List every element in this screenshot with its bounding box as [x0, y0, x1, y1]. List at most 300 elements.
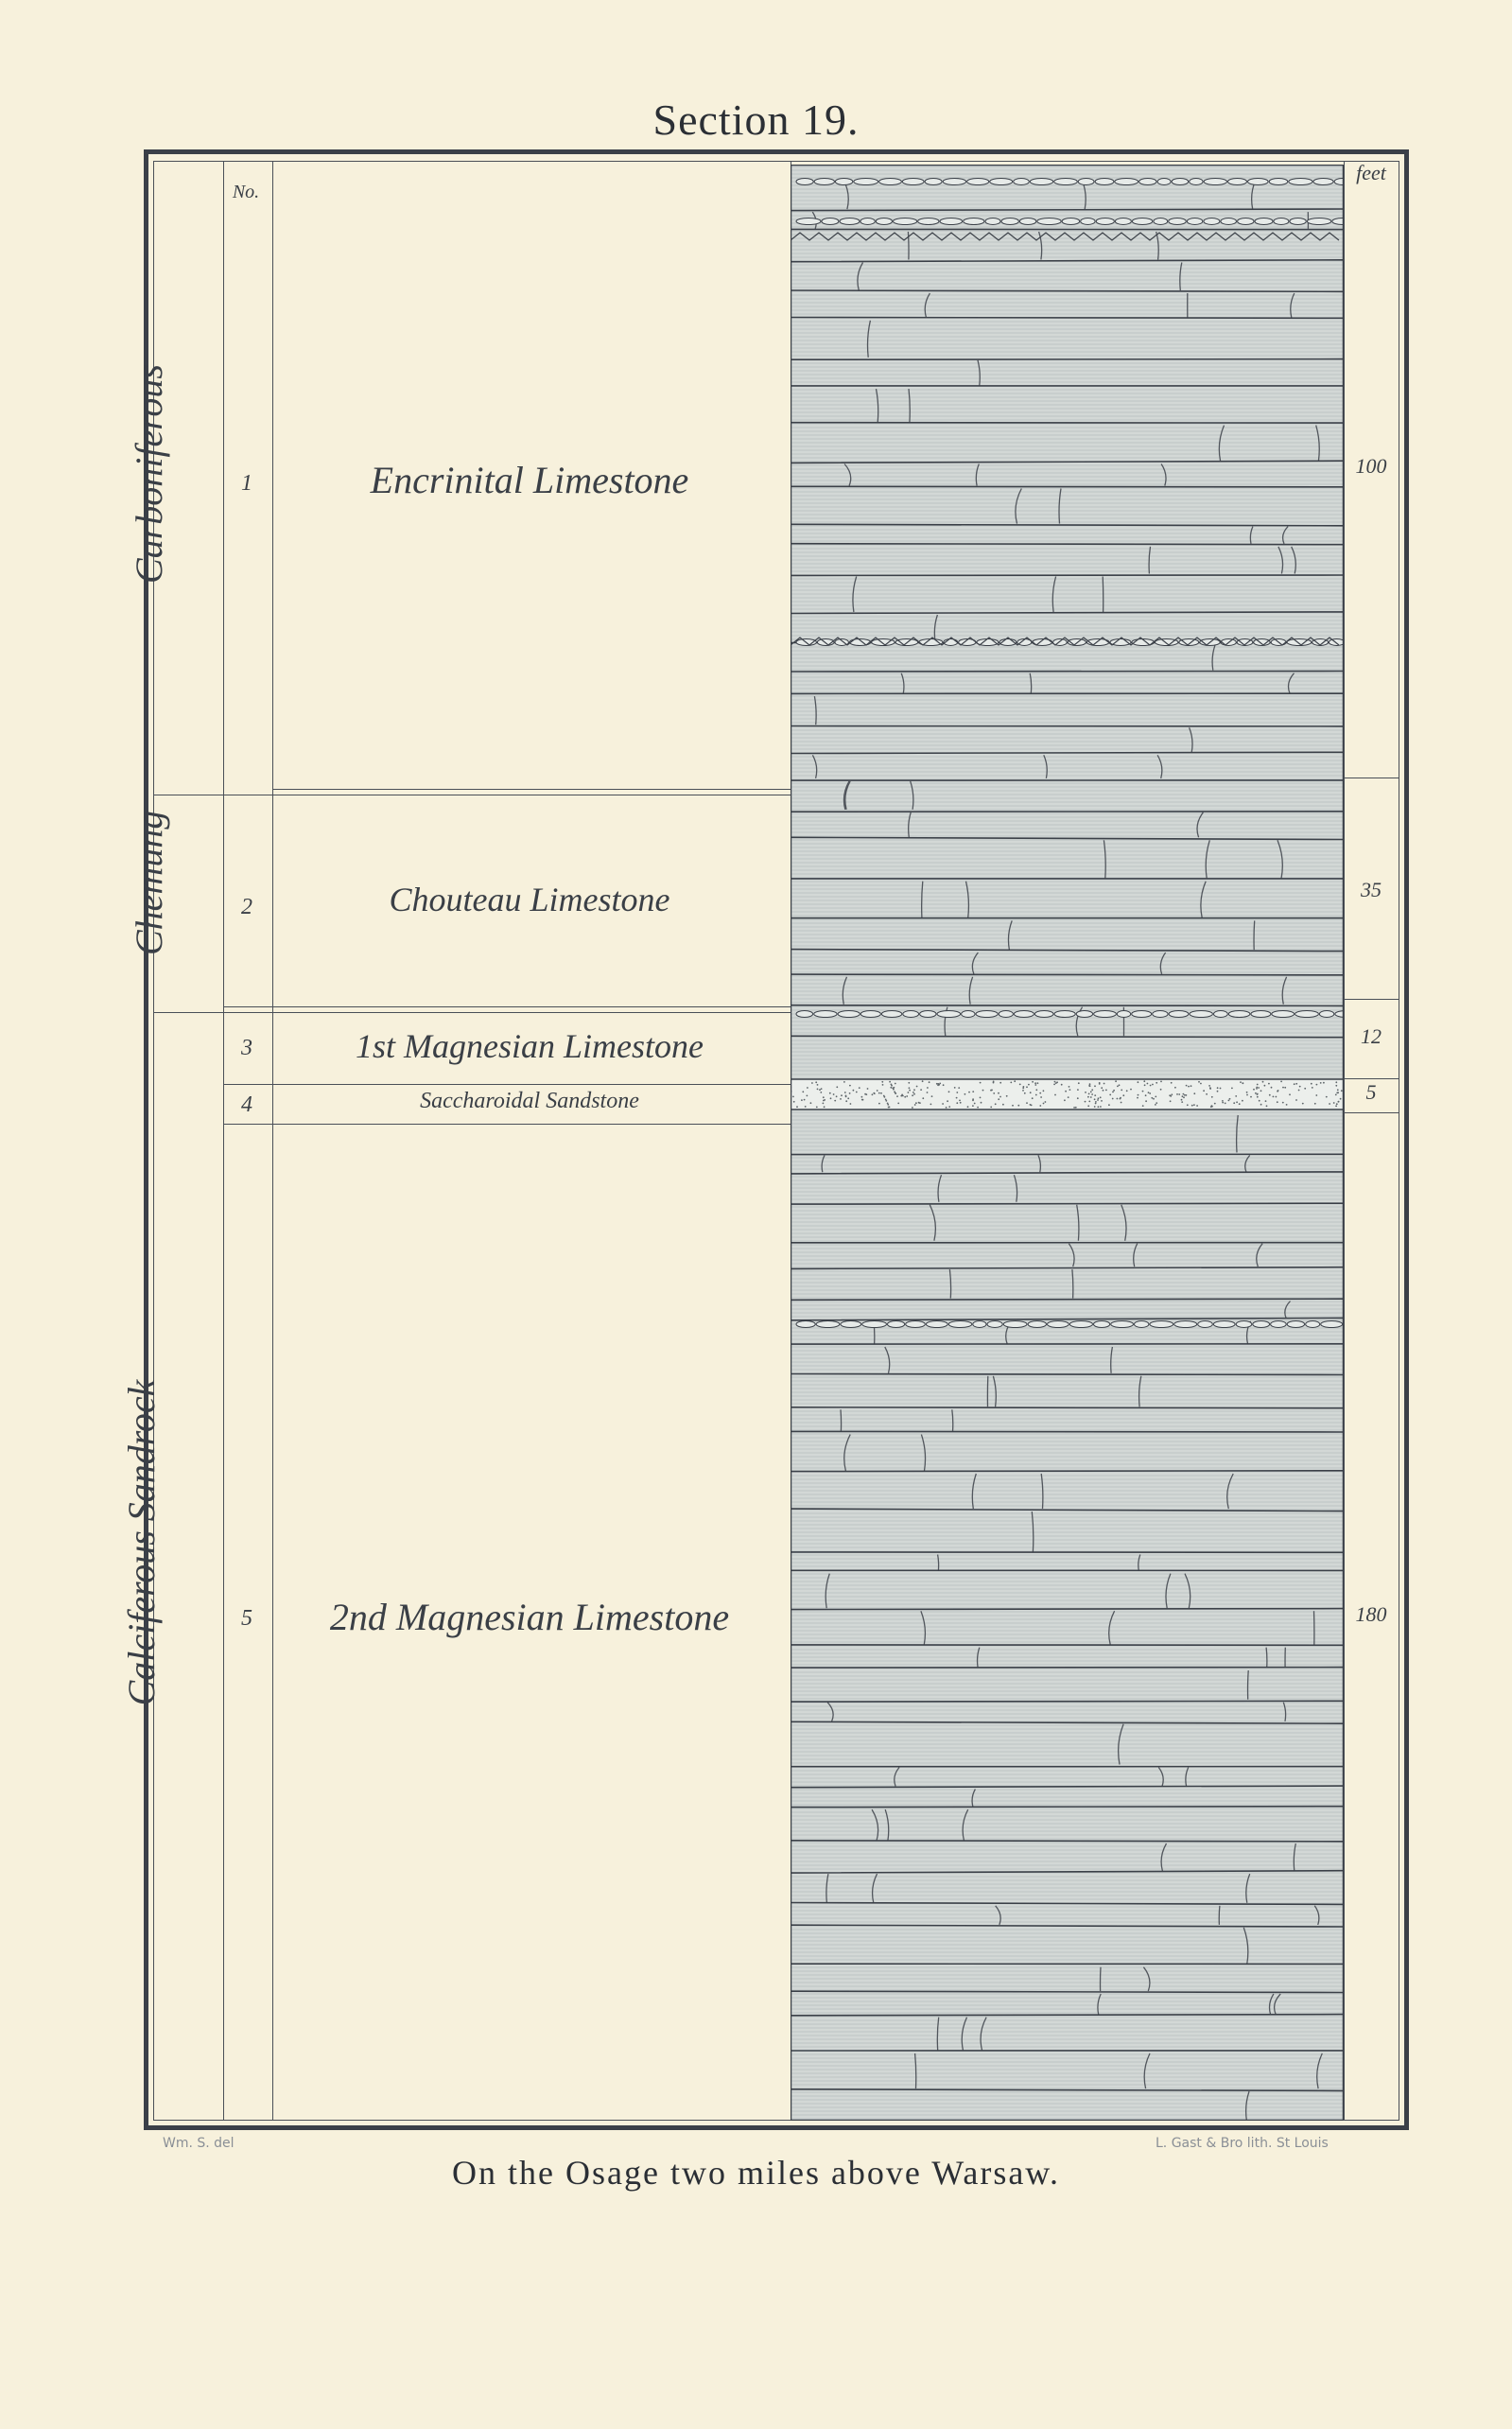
layer-number-1: 1	[241, 471, 252, 496]
chert-nodule	[1054, 1011, 1075, 1018]
sand-stipple	[890, 1087, 892, 1089]
layer-name-4: Saccharoidal Sandstone	[420, 1089, 639, 1113]
sand-stipple	[1104, 1083, 1105, 1085]
sand-stipple	[805, 1106, 807, 1108]
chert-nodule	[903, 1011, 919, 1018]
sand-stipple	[947, 1100, 948, 1102]
chert-nodule	[1062, 218, 1080, 225]
sand-stipple	[1077, 1089, 1079, 1091]
sand-stipple	[1090, 1096, 1092, 1098]
sand-stipple	[897, 1103, 899, 1105]
chert-nodule	[973, 1321, 986, 1328]
sand-stipple	[912, 1092, 914, 1093]
sand-stipple	[817, 1084, 819, 1086]
sand-stipple	[1228, 1100, 1230, 1102]
credit-draftsman: Wm. S. del	[163, 2136, 235, 2151]
sand-stipple	[1126, 1090, 1128, 1092]
sand-stipple	[867, 1088, 869, 1090]
chert-nodule	[1132, 218, 1152, 225]
chert-nodule	[918, 218, 939, 225]
sand-stipple	[1240, 1081, 1242, 1083]
sand-stipple	[1117, 1098, 1119, 1100]
sand-stipple	[1255, 1092, 1257, 1094]
sand-stipple	[1039, 1092, 1041, 1094]
sand-stipple	[844, 1092, 846, 1093]
sand-stipple	[1335, 1081, 1337, 1083]
sand-stipple	[1145, 1094, 1147, 1096]
chert-nodule	[990, 179, 1013, 185]
sand-stipple	[1014, 1080, 1016, 1082]
sand-stipple	[1176, 1093, 1178, 1095]
sand-stipple	[927, 1087, 929, 1089]
chert-nodule	[1069, 1321, 1092, 1328]
sand-stipple	[1170, 1100, 1172, 1102]
sand-stipple	[1145, 1100, 1147, 1102]
sand-stipple	[1095, 1101, 1097, 1103]
sand-stipple	[1186, 1085, 1188, 1087]
sand-stipple	[1181, 1101, 1183, 1103]
sand-stipple	[1253, 1089, 1255, 1091]
sand-stipple	[1098, 1106, 1100, 1108]
chert-nodule	[1030, 179, 1052, 185]
sand-stipple	[811, 1082, 813, 1084]
layer-thickness-2: 35	[1361, 878, 1382, 901]
sand-stipple	[843, 1081, 845, 1083]
sand-stipple	[965, 1093, 966, 1095]
sand-stipple	[824, 1099, 826, 1101]
chert-nodule	[888, 1321, 905, 1328]
sand-stipple	[1256, 1087, 1258, 1089]
sand-stipple	[845, 1095, 847, 1097]
sand-stipple	[847, 1097, 849, 1099]
sand-stipple	[1231, 1088, 1233, 1090]
sand-stipple	[894, 1087, 895, 1089]
sand-stipple	[841, 1094, 843, 1096]
sand-stipple	[1150, 1085, 1152, 1087]
sand-stipple	[1289, 1093, 1291, 1095]
sand-stipple	[1105, 1090, 1107, 1092]
sand-stipple	[1282, 1087, 1284, 1089]
chert-nodule	[1289, 179, 1312, 185]
sand-stipple	[920, 1089, 922, 1091]
chert-nodule	[1214, 1011, 1228, 1018]
sand-stipple	[1094, 1098, 1096, 1100]
sand-stipple	[1043, 1103, 1045, 1105]
sand-stipple	[1257, 1093, 1259, 1095]
sand-stipple	[1170, 1095, 1172, 1097]
sand-stipple	[1271, 1087, 1273, 1089]
sand-stipple	[1160, 1081, 1162, 1083]
sand-stipple	[1022, 1087, 1024, 1089]
sand-stipple	[1045, 1101, 1047, 1103]
chert-nodule	[1014, 179, 1030, 185]
sand-stipple	[948, 1091, 950, 1092]
era-column-divider	[223, 161, 224, 2121]
chert-nodule	[1274, 218, 1289, 225]
chert-nodule	[1321, 1321, 1343, 1328]
sand-stipple	[1266, 1105, 1268, 1107]
sand-stipple	[1148, 1092, 1150, 1093]
sand-stipple	[1002, 1104, 1004, 1106]
sand-stipple	[820, 1092, 822, 1093]
sand-stipple	[1039, 1105, 1041, 1107]
sand-stipple	[804, 1099, 806, 1101]
sand-stipple	[1188, 1086, 1190, 1088]
sand-stipple	[1333, 1102, 1335, 1104]
sand-stipple	[909, 1090, 911, 1092]
layer-divider-1	[272, 789, 791, 790]
sand-stipple	[1149, 1092, 1151, 1094]
sand-stipple	[861, 1096, 863, 1098]
sand-stipple	[942, 1103, 944, 1105]
sand-stipple	[1144, 1084, 1146, 1086]
chert-nodule	[1332, 218, 1344, 225]
sand-stipple	[993, 1092, 995, 1094]
chert-nodule	[987, 1321, 1002, 1328]
sand-stipple	[1335, 1094, 1337, 1096]
chert-nodule	[1169, 218, 1187, 225]
sand-stipple	[1087, 1096, 1089, 1098]
chert-nodule	[1271, 1321, 1287, 1328]
sand-stipple	[1183, 1096, 1185, 1098]
sand-stipple	[887, 1104, 889, 1106]
chert-nodule	[999, 1011, 1013, 1018]
sand-stipple	[864, 1093, 866, 1095]
layer-thickness-4: 5	[1365, 1080, 1377, 1104]
chert-nodule	[1028, 1321, 1046, 1328]
sand-stipple	[999, 1082, 1001, 1084]
sand-stipple	[1155, 1096, 1156, 1098]
sand-stipple	[1214, 1103, 1216, 1105]
sand-stipple	[972, 1105, 974, 1107]
sand-stipple	[1209, 1087, 1211, 1089]
sand-stipple	[1151, 1097, 1153, 1099]
sand-stipple	[1196, 1105, 1198, 1107]
sand-stipple	[1217, 1087, 1219, 1089]
sand-stipple	[1119, 1084, 1121, 1086]
sand-stipple	[1178, 1093, 1180, 1095]
sand-stipple	[956, 1102, 958, 1104]
layer-thickness-3: 12	[1361, 1024, 1382, 1048]
era-label-chemung: Chemung	[128, 810, 170, 955]
sand-stipple	[895, 1092, 896, 1094]
sand-stipple	[1094, 1106, 1096, 1108]
sand-stipple	[878, 1092, 880, 1094]
sand-stipple	[1138, 1094, 1139, 1096]
sand-stipple	[912, 1107, 913, 1109]
sand-stipple	[1187, 1104, 1189, 1106]
chert-nodule	[1190, 1011, 1212, 1018]
sand-stipple	[990, 1107, 992, 1109]
sand-stipple	[1115, 1080, 1117, 1082]
sand-stipple	[1053, 1084, 1055, 1086]
chert-nodule	[985, 218, 1000, 225]
sand-stipple	[1034, 1084, 1036, 1086]
sand-stipple	[1335, 1105, 1337, 1107]
sand-stipple	[1264, 1085, 1266, 1087]
section-title: Section 19.	[652, 96, 860, 144]
sand-stipple	[1109, 1094, 1111, 1096]
sand-stipple	[913, 1089, 915, 1091]
chert-nodule	[1094, 1321, 1110, 1328]
sand-stipple	[1091, 1093, 1093, 1095]
sand-stipple	[1338, 1101, 1340, 1103]
sand-stipple	[801, 1099, 803, 1101]
chert-nodule	[1248, 179, 1269, 185]
layer-divider-2-feet	[1344, 999, 1399, 1000]
sand-stipple	[896, 1095, 898, 1097]
sand-stipple	[1022, 1090, 1024, 1092]
sand-stipple	[823, 1096, 825, 1098]
chert-nodule	[1187, 218, 1202, 225]
sand-stipple	[1295, 1099, 1297, 1101]
sand-stipple	[872, 1093, 874, 1095]
chert-nodule	[1095, 179, 1114, 185]
sand-stipple	[1099, 1083, 1101, 1085]
sand-stipple	[1236, 1101, 1238, 1103]
sand-stipple	[816, 1107, 818, 1109]
sand-stipple	[1143, 1080, 1145, 1082]
chert-nodule	[840, 218, 860, 225]
sand-stipple	[1316, 1084, 1318, 1086]
chert-nodule	[1313, 179, 1333, 185]
sand-stipple	[1100, 1106, 1102, 1108]
chert-nodule	[964, 218, 984, 225]
sand-stipple	[1259, 1100, 1260, 1102]
sand-stipple	[1156, 1102, 1157, 1104]
sand-stipple	[802, 1091, 804, 1092]
sand-stipple	[909, 1087, 911, 1089]
chert-nodule	[967, 179, 989, 185]
sand-stipple	[1094, 1085, 1096, 1087]
sand-stipple	[1193, 1092, 1195, 1094]
sand-stipple	[895, 1083, 896, 1085]
sand-stipple	[1078, 1082, 1080, 1084]
sand-stipple	[1329, 1103, 1330, 1105]
sand-stipple	[1320, 1082, 1322, 1084]
chert-nodule	[1153, 1011, 1168, 1018]
sand-stipple	[850, 1103, 852, 1105]
sand-stipple	[819, 1089, 821, 1091]
sand-stipple	[998, 1092, 999, 1094]
sand-stipple	[904, 1096, 906, 1098]
chert-nodule	[1334, 179, 1344, 185]
sand-stipple	[993, 1082, 995, 1084]
chert-nodule	[1255, 218, 1273, 225]
number-column-header: No.	[232, 182, 260, 202]
sand-stipple	[937, 1083, 939, 1085]
sand-stipple	[1183, 1093, 1185, 1095]
sand-stipple	[1156, 1082, 1157, 1084]
sand-stipple	[1043, 1090, 1045, 1092]
chert-nodule	[1001, 218, 1018, 225]
sand-stipple	[1304, 1088, 1306, 1090]
sand-stipple	[1153, 1098, 1155, 1100]
sand-stipple	[888, 1107, 890, 1109]
sand-stipple	[1112, 1092, 1114, 1093]
chert-nodule	[862, 1321, 887, 1328]
sand-stipple	[1242, 1100, 1243, 1102]
chert-nodule	[1034, 1011, 1053, 1018]
sand-stipple	[1064, 1099, 1066, 1101]
layer-thickness-1: 100	[1355, 454, 1387, 478]
chert-nodule	[1003, 1321, 1027, 1328]
sand-stipple	[1098, 1097, 1100, 1099]
sand-stipple	[1222, 1102, 1224, 1104]
sand-stipple	[956, 1092, 958, 1093]
sand-stipple	[1030, 1092, 1032, 1093]
sand-stipple	[1277, 1090, 1279, 1092]
sand-stipple	[1298, 1090, 1300, 1092]
sand-stipple	[1117, 1086, 1119, 1088]
sand-stipple	[1032, 1097, 1034, 1099]
sand-stipple	[1142, 1105, 1144, 1107]
sand-stipple	[1171, 1093, 1173, 1095]
sand-stipple	[1222, 1100, 1224, 1102]
sand-stipple	[968, 1092, 970, 1093]
sand-stipple	[1262, 1081, 1264, 1083]
sand-stipple	[1026, 1102, 1028, 1104]
sand-stipple	[823, 1103, 825, 1105]
chert-nodule	[854, 179, 878, 185]
sand-stipple	[1210, 1106, 1212, 1108]
layer-divider-3	[223, 1084, 791, 1085]
sand-stipple	[1138, 1081, 1139, 1083]
sand-stipple	[849, 1085, 851, 1087]
chert-nodule	[976, 1011, 998, 1018]
sand-stipple	[1171, 1082, 1173, 1084]
chert-nodule	[1174, 1321, 1197, 1328]
chert-nodule	[822, 218, 839, 225]
chert-nodule	[1115, 179, 1138, 185]
chert-nodule	[879, 179, 902, 185]
sand-stipple	[1028, 1084, 1030, 1086]
sand-stipple	[1341, 1090, 1343, 1092]
sand-stipple	[859, 1087, 860, 1089]
sand-stipple	[1335, 1085, 1337, 1087]
sand-stipple	[1103, 1090, 1104, 1092]
chert-nodule	[1269, 179, 1288, 185]
chert-nodule	[920, 1011, 936, 1018]
chert-nodule	[1076, 1011, 1092, 1018]
sand-stipple	[1294, 1083, 1295, 1085]
layer-number-5: 5	[241, 1606, 252, 1631]
sand-stipple	[1065, 1091, 1067, 1092]
sand-stipple	[1257, 1096, 1259, 1098]
sand-stipple	[1323, 1082, 1325, 1084]
sand-stipple	[834, 1100, 836, 1102]
sand-stipple	[807, 1087, 808, 1089]
sand-stipple	[1277, 1101, 1278, 1103]
sand-stipple	[948, 1106, 950, 1108]
sand-stipple	[878, 1103, 880, 1105]
sand-stipple	[840, 1098, 842, 1100]
sand-stipple	[1284, 1087, 1286, 1089]
sand-stipple	[958, 1087, 960, 1089]
sand-stipple	[1121, 1090, 1122, 1092]
chert-nodule	[962, 1011, 975, 1018]
sand-stipple	[967, 1106, 969, 1108]
layer-number-2: 2	[241, 895, 252, 919]
chert-nodule	[814, 1011, 837, 1018]
sand-stipple	[1108, 1104, 1110, 1106]
sand-stipple	[1302, 1103, 1304, 1105]
chert-nodule	[838, 1011, 860, 1018]
sand-stipple	[980, 1082, 982, 1084]
sand-stipple	[1130, 1089, 1132, 1091]
sand-stipple	[1085, 1092, 1086, 1093]
sand-stipple	[982, 1090, 984, 1092]
chert-nodule	[1117, 1011, 1130, 1018]
sand-stipple	[1089, 1083, 1091, 1085]
sand-stipple	[1077, 1097, 1079, 1099]
sand-stipple	[922, 1080, 924, 1082]
sand-stipple	[1101, 1100, 1103, 1102]
sand-stipple	[1090, 1091, 1092, 1092]
sand-stipple	[1217, 1091, 1219, 1092]
sand-stipple	[1091, 1089, 1093, 1091]
sand-stipple	[1246, 1094, 1248, 1096]
chert-nodule	[1295, 1011, 1319, 1018]
chert-nodule	[1115, 218, 1131, 225]
rock-strata-drawing	[791, 165, 1344, 2121]
chert-nodule	[940, 218, 963, 225]
sand-stipple	[1054, 1094, 1056, 1096]
sand-stipple	[1088, 1093, 1090, 1095]
sand-stipple	[1017, 1105, 1019, 1107]
chert-nodule	[1037, 218, 1061, 225]
sand-stipple	[792, 1096, 794, 1098]
chert-nodule	[1204, 218, 1220, 225]
chert-nodule	[841, 1321, 861, 1328]
sand-stipple	[1246, 1092, 1248, 1093]
chert-nodule	[1094, 1011, 1117, 1018]
sand-stipple	[1085, 1101, 1086, 1103]
sand-stipple	[836, 1086, 838, 1088]
chert-nodule	[1135, 1321, 1149, 1328]
chert-nodule	[943, 179, 965, 185]
sand-stipple	[946, 1107, 947, 1109]
sand-stipple	[1121, 1102, 1122, 1104]
sand-stipple	[1250, 1096, 1252, 1098]
era-divider-2	[153, 1012, 791, 1013]
sand-stipple	[891, 1085, 893, 1087]
credit-lithographer: L. Gast & Bro lith. St Louis	[1156, 2136, 1329, 2151]
chert-nodule	[1019, 218, 1035, 225]
chert-nodule	[937, 1011, 961, 1018]
sand-stipple	[1068, 1096, 1069, 1098]
chert-nodule	[1287, 1321, 1304, 1328]
chert-nodule	[1054, 179, 1078, 185]
sand-stipple	[1203, 1090, 1205, 1092]
sand-stipple	[810, 1102, 812, 1104]
sand-stipple	[1340, 1098, 1342, 1100]
sand-stipple	[1087, 1105, 1089, 1107]
sand-stipple	[1269, 1094, 1271, 1096]
chert-nodule	[1081, 218, 1095, 225]
sand-stipple	[1037, 1082, 1039, 1084]
chert-nodule	[902, 179, 924, 185]
sand-stipple	[915, 1102, 917, 1104]
sand-stipple	[1336, 1103, 1338, 1105]
sand-stipple	[1069, 1086, 1070, 1088]
sand-stipple	[1198, 1081, 1200, 1083]
sand-stipple	[931, 1095, 933, 1097]
sand-stipple	[1235, 1095, 1237, 1097]
sand-stipple	[1174, 1087, 1176, 1089]
chert-nodule	[1272, 1011, 1295, 1018]
sand-stipple	[908, 1082, 910, 1084]
